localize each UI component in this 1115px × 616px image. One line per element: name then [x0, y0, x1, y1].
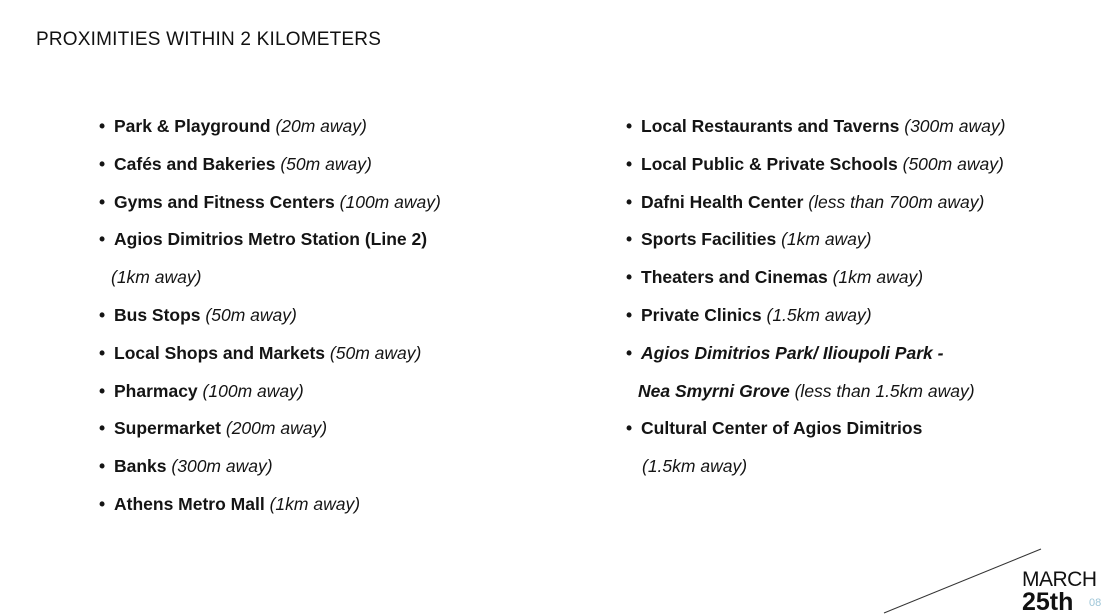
place-name: Park & Playground [114, 116, 271, 136]
bullet: • [99, 342, 106, 363]
place-name: Private Clinics [641, 304, 762, 325]
place-distance: (50m away) [329, 342, 422, 363]
place-name: Local Restaurants and Taverns [641, 116, 900, 136]
bullet: • [99, 229, 106, 250]
place-distance: (1km away) [111, 267, 202, 288]
diagonal-line [884, 549, 1041, 613]
place-distance: (500m away) [902, 153, 1004, 174]
brand-day: 25th [1022, 588, 1074, 616]
place-distance: (20m away) [275, 116, 367, 136]
page-title: PROXIMITIES WITHIN 2 KILOMETERS [36, 29, 382, 50]
place-distance: (less than 700m away) [808, 191, 985, 212]
bullet: • [99, 380, 106, 401]
place-distance: (300m away) [171, 456, 273, 477]
place-distance: (1km away) [832, 267, 924, 288]
brand-month: MARCH [1022, 568, 1097, 591]
place-name: Local Public & Private Schools [641, 153, 898, 174]
bullet: • [99, 116, 106, 136]
place-distance: (100m away) [339, 191, 441, 212]
bullet: • [99, 418, 106, 439]
brand-logo [1022, 569, 1097, 614]
bullet: • [626, 418, 633, 439]
place-distance: (less than 1.5km away) [794, 380, 975, 401]
bullet: • [626, 191, 633, 212]
place-distance: (50m away) [205, 304, 297, 325]
place-distance: (50m away) [280, 153, 372, 174]
place-distance: (1.5km away) [642, 456, 748, 477]
bullet: • [99, 456, 106, 477]
place-distance: (1km away) [269, 493, 361, 514]
bullet: • [626, 229, 633, 250]
bullet: • [626, 342, 633, 363]
place-name: Agios Dimitrios Park/ Ilioupoli Park - [641, 342, 944, 363]
place-name: Cultural Center of Agios Dimitrios [641, 418, 923, 439]
place-distance: (1km away) [781, 229, 872, 250]
place-name: Pharmacy [114, 380, 198, 401]
place-name: Banks [114, 456, 167, 477]
bullet: • [626, 153, 633, 174]
bullet: • [626, 267, 633, 288]
place-name: Local Shops and Markets [114, 342, 326, 363]
page-number: 08 [1089, 597, 1102, 609]
place-name: Bus Stops [114, 304, 201, 325]
place-name: Supermarket [114, 418, 221, 439]
place-name: Dafni Health Center [641, 191, 804, 212]
place-distance: (200m away) [225, 418, 328, 439]
bullet: • [99, 304, 106, 325]
place-name: Sports Facilities [641, 229, 777, 250]
place-distance: (1.5km away) [766, 304, 872, 325]
bullet: • [99, 191, 106, 212]
bullet: • [626, 304, 633, 325]
bullet: • [99, 493, 106, 514]
place-name: Gyms and Fitness Centers [114, 191, 335, 212]
place-name: Athens Metro Mall [114, 493, 265, 514]
place-name: Cafés and Bakeries [114, 153, 276, 174]
place-distance: (100m away) [202, 380, 304, 401]
bullet: • [626, 116, 633, 136]
bullet: • [99, 153, 106, 174]
place-name: Nea Smyrni Grove [638, 380, 790, 401]
place-name: Theaters and Cinemas [641, 267, 828, 288]
place-distance: (300m away) [904, 116, 1006, 136]
place-name: Agios Dimitrios Metro Station (Line 2) [114, 229, 428, 250]
